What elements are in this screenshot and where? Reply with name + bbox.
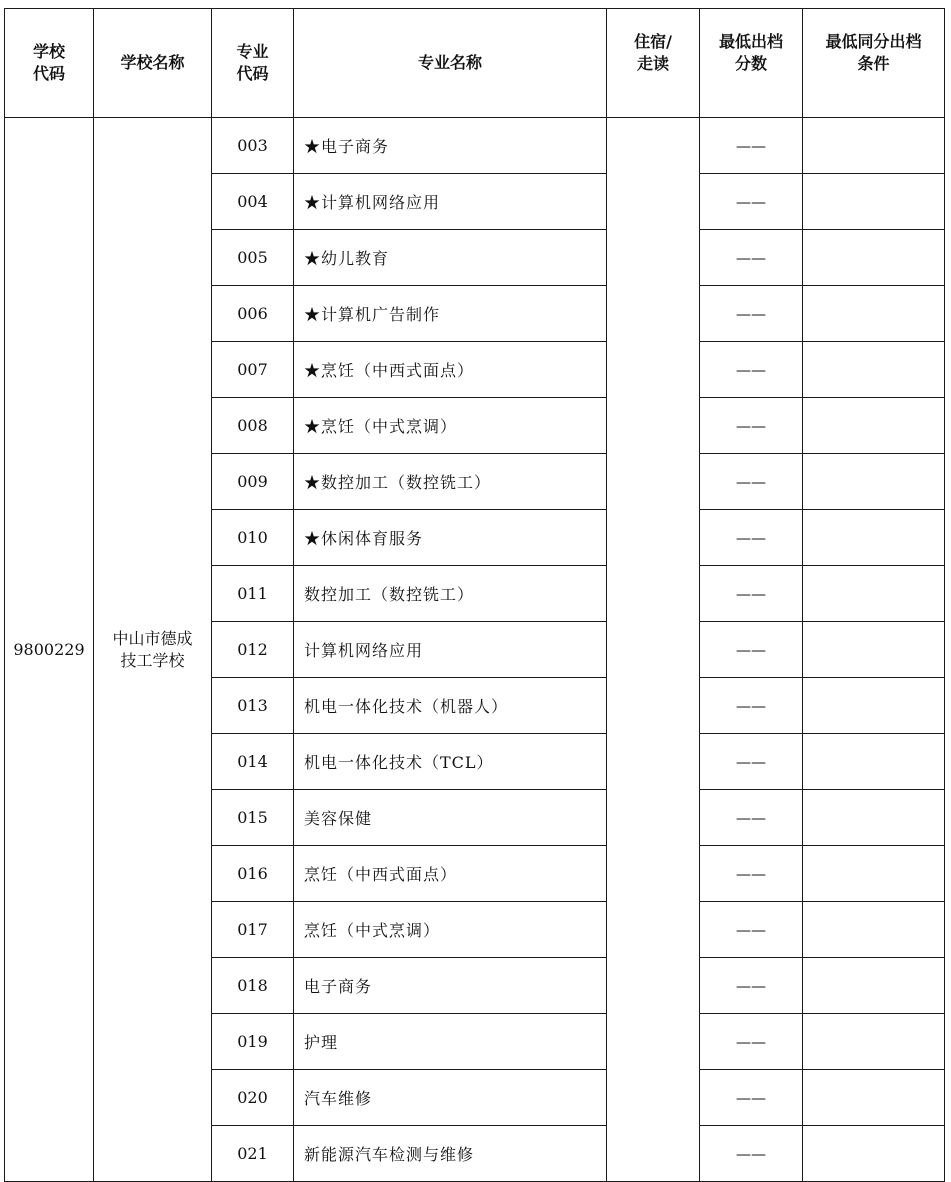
header-school-name: 学校名称 — [94, 9, 212, 118]
min-score-cell: —— — [700, 902, 803, 958]
major-name-cell: 美容保健 — [294, 790, 607, 846]
header-min-score: 最低出档 分数 — [700, 9, 803, 118]
tie-condition-cell — [803, 734, 945, 790]
header-major-name: 专业名称 — [294, 9, 607, 118]
major-code-cell: 021 — [212, 1126, 294, 1182]
major-name-cell: 电子商务 — [294, 958, 607, 1014]
major-name-cell: 机电一体化技术（机器人） — [294, 678, 607, 734]
min-score-cell: —— — [700, 286, 803, 342]
min-score-cell: —— — [700, 118, 803, 174]
major-name-cell: ★计算机网络应用 — [294, 174, 607, 230]
tie-condition-cell — [803, 790, 945, 846]
admission-table-wrapper — [4, 8, 945, 1182]
major-code-cell: 017 — [212, 902, 294, 958]
major-name-cell: 数控加工（数控铣工） — [294, 566, 607, 622]
min-score-cell: —— — [700, 174, 803, 230]
tie-condition-cell — [803, 510, 945, 566]
header-school-code: 学校 代码 — [5, 9, 94, 118]
min-score-cell: —— — [700, 958, 803, 1014]
min-score-cell: —— — [700, 398, 803, 454]
major-code-cell: 003 — [212, 118, 294, 174]
major-code-cell: 007 — [212, 342, 294, 398]
tie-condition-cell — [803, 230, 945, 286]
major-name-cell: ★烹饪（中西式面点） — [294, 342, 607, 398]
header-boarding: 住宿/ 走读 — [607, 9, 700, 118]
tie-condition-cell — [803, 1070, 945, 1126]
table-body — [5, 118, 945, 1182]
tie-condition-cell — [803, 678, 945, 734]
major-code-cell: 019 — [212, 1014, 294, 1070]
major-code-cell: 013 — [212, 678, 294, 734]
min-score-cell: —— — [700, 678, 803, 734]
tie-condition-cell — [803, 846, 945, 902]
min-score-cell: —— — [700, 454, 803, 510]
major-name-cell: ★数控加工（数控铣工） — [294, 454, 607, 510]
major-code-cell: 016 — [212, 846, 294, 902]
school-name-cell: 中山市德成 技工学校 — [94, 118, 212, 1182]
major-code-cell: 005 — [212, 230, 294, 286]
major-code-cell: 010 — [212, 510, 294, 566]
major-name-cell: 烹饪（中式烹调） — [294, 902, 607, 958]
tie-condition-cell — [803, 342, 945, 398]
min-score-cell: —— — [700, 230, 803, 286]
tie-condition-cell — [803, 174, 945, 230]
min-score-cell: —— — [700, 1014, 803, 1070]
table-row — [5, 118, 945, 174]
major-name-cell: ★幼儿教育 — [294, 230, 607, 286]
min-score-cell: —— — [700, 342, 803, 398]
admission-score-table — [4, 8, 945, 1182]
major-code-cell: 004 — [212, 174, 294, 230]
major-name-cell: 计算机网络应用 — [294, 622, 607, 678]
major-name-cell: 汽车维修 — [294, 1070, 607, 1126]
major-name-cell: ★烹饪（中式烹调） — [294, 398, 607, 454]
major-code-cell: 018 — [212, 958, 294, 1014]
tie-condition-cell — [803, 454, 945, 510]
header-tie-condition: 最低同分出档 条件 — [803, 9, 945, 118]
major-name-cell: 烹饪（中西式面点） — [294, 846, 607, 902]
major-code-cell: 011 — [212, 566, 294, 622]
header-major-code: 专业 代码 — [212, 9, 294, 118]
header-row — [5, 9, 945, 118]
major-name-cell: ★计算机广告制作 — [294, 286, 607, 342]
min-score-cell: —— — [700, 510, 803, 566]
tie-condition-cell — [803, 566, 945, 622]
major-name-cell: 新能源汽车检测与维修 — [294, 1126, 607, 1182]
min-score-cell: —— — [700, 566, 803, 622]
major-code-cell: 009 — [212, 454, 294, 510]
major-code-cell: 008 — [212, 398, 294, 454]
tie-condition-cell — [803, 286, 945, 342]
tie-condition-cell — [803, 902, 945, 958]
major-code-cell: 020 — [212, 1070, 294, 1126]
major-code-cell: 012 — [212, 622, 294, 678]
tie-condition-cell — [803, 622, 945, 678]
major-code-cell: 006 — [212, 286, 294, 342]
major-name-cell: 护理 — [294, 1014, 607, 1070]
min-score-cell: —— — [700, 846, 803, 902]
min-score-cell: —— — [700, 790, 803, 846]
tie-condition-cell — [803, 1126, 945, 1182]
min-score-cell: —— — [700, 734, 803, 790]
major-name-cell: ★休闲体育服务 — [294, 510, 607, 566]
min-score-cell: —— — [700, 622, 803, 678]
tie-condition-cell — [803, 958, 945, 1014]
boarding-cell — [607, 118, 700, 1182]
school-code-cell: 9800229 — [5, 118, 94, 1182]
tie-condition-cell — [803, 118, 945, 174]
tie-condition-cell — [803, 398, 945, 454]
major-name-cell: ★电子商务 — [294, 118, 607, 174]
major-name-cell: 机电一体化技术（TCL） — [294, 734, 607, 790]
major-code-cell: 014 — [212, 734, 294, 790]
table-header — [5, 9, 945, 118]
tie-condition-cell — [803, 1014, 945, 1070]
min-score-cell: —— — [700, 1070, 803, 1126]
major-code-cell: 015 — [212, 790, 294, 846]
min-score-cell: —— — [700, 1126, 803, 1182]
